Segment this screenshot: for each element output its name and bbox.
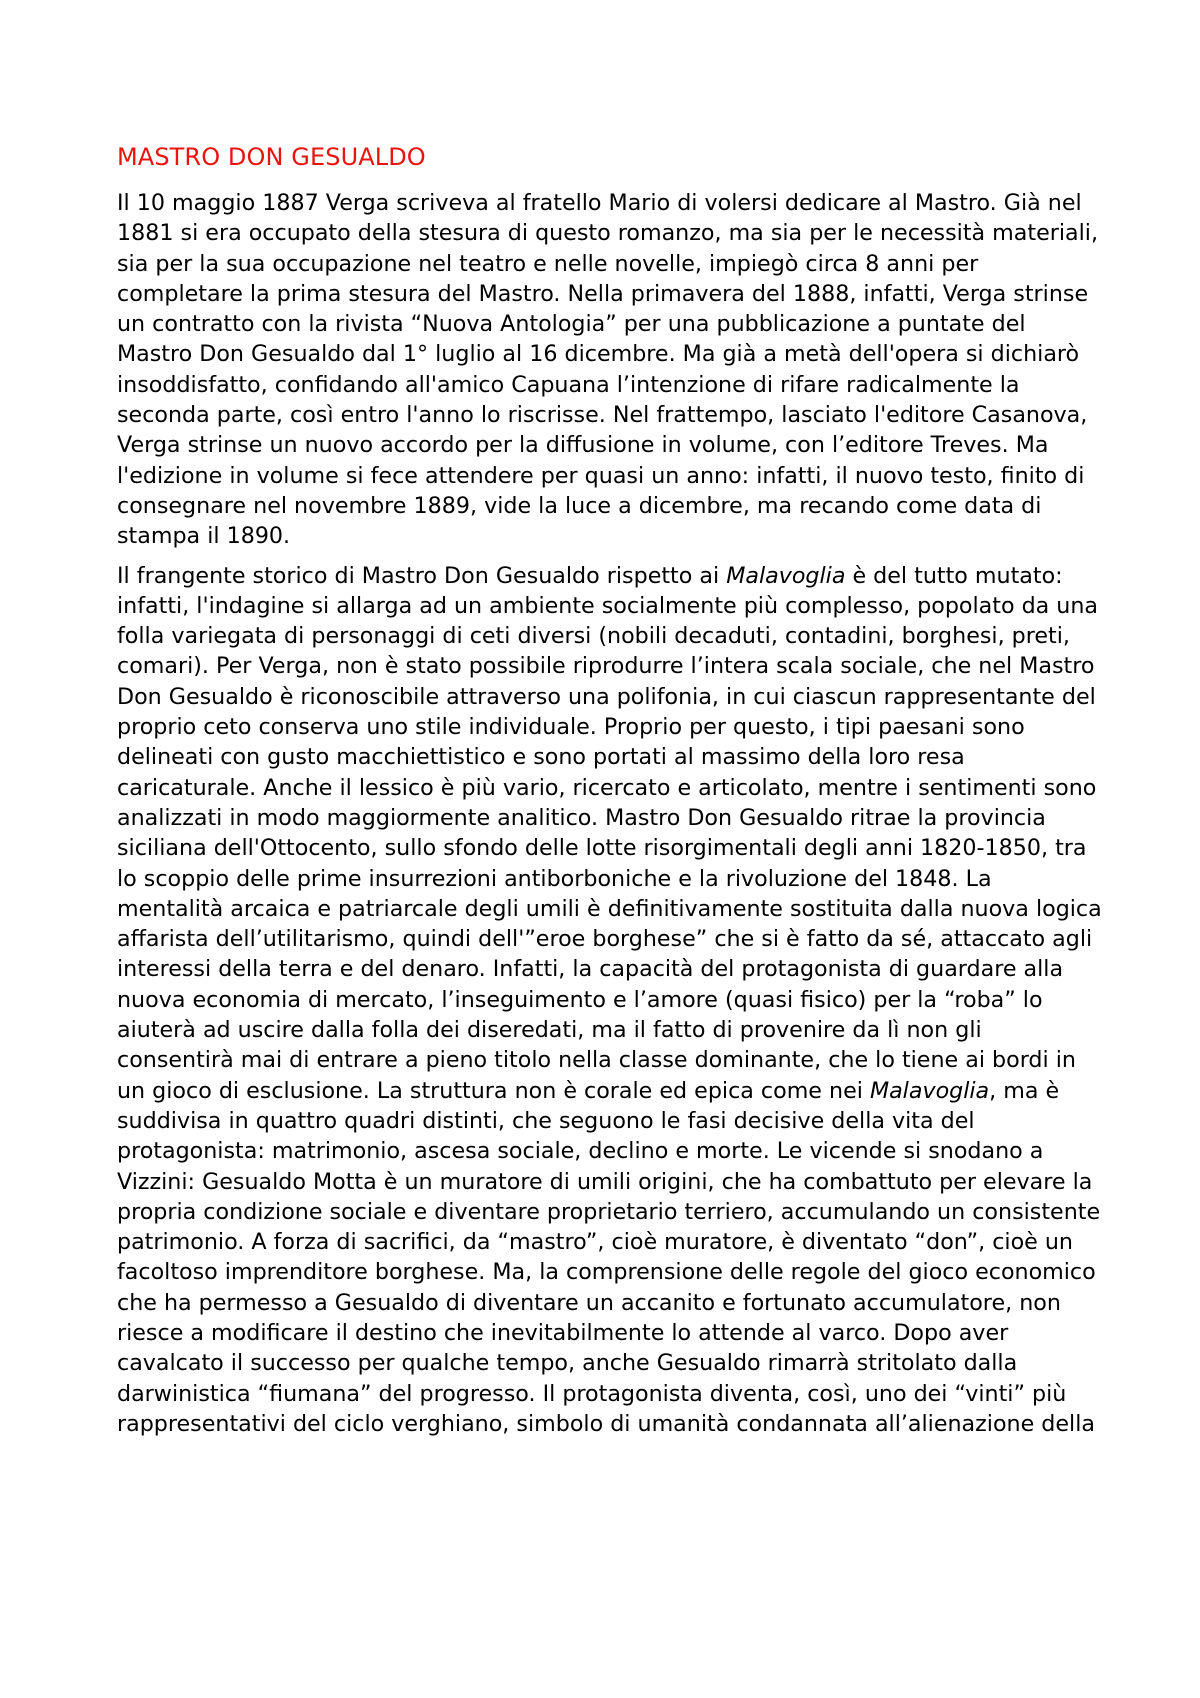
paragraph-1-text: Il 10 maggio 1887 Verga scriveva al fratello Mario di volersi dedicare al Mastro. Già nel 1881 si era occupato della stesura di questo romanzo, ma sia per le necessità materiali, sia per la sua occupazione nel teatro e nelle novelle, impiegò circa 8 anni per completare la prima stesura del Mastro. Nella primavera del 1888, infatti, Verga strinse un contratto con la rivista “Nuova Antologia” per una pubblicazione a puntate del Mastro Don Gesualdo dal 1° luglio al 16 dicembre. Ma già a metà dell'opera si dichiarò insoddisfatto, confidando all'amico Capuana l’intenzione di rifare radicalmente la seconda parte, così entro l'anno lo riscrisse. Nel frattempo, lasciato l'editore Casanova, Verga strinse un nuovo accordo per la diffusione in volume, con l’editore Treves. Ma l'edizione in volume si fece attendere per quasi un anno: infatti, il nuovo testo, finito di consegnare nel novembre 1889, vide la luce a dicembre, ma recando come data di stampa il 1890.: [117, 190, 1098, 550]
paragraph-2-text-a: Il frangente storico di Mastro Don Gesualdo rispetto ai: [117, 562, 727, 589]
italic-title-malavoglia: Malavoglia: [869, 1077, 990, 1104]
paragraph-1: [117, 188, 1102, 552]
paragraph-2-text-c: , ma è suddivisa in quattro quadri distinti, che seguono le fasi decisive della vita del protagonista: matrimonio, ascesa sociale, declino e morte. Le vicende si snodano a Vizzini: Gesualdo Motta è un muratore di umili origini, che ha combattuto per elevare la propria condizione sociale e diventare proprietario terriero, accumulando un consistente patrimonio. A forza di sacrifici, da “mastro”, cioè muratore, è diventato “don”, cioè un facoltoso imprenditore borghese. Ma, la comprensione delle regole del gioco economico che ha permesso a Gesualdo di diventare un accanito e fortunato accumulatore, non riesce a modificare il destino che inevitabilmente lo attende al varco. Dopo aver cavalcato il successo per qualche tempo, anche Gesualdo rimarrà stritolato dalla darwinistica “fiumana” del progresso. Il protagonista diventa, così, uno dei “vinti” più rappresentativi del ciclo verghiano, simbolo di umanità condannata all’alienazione della: [117, 1077, 1101, 1437]
paragraph-2-text-b: è del tutto mutato: infatti, l'indagine si allarga ad un ambiente socialmente più complesso, popolato da una folla variegata di personaggi di ceti diversi (nobili decaduti, contadini, borghesi, preti, comari). Per Verga, non è stato possibile riprodurre l’intera scala sociale, che nel Mastro Don Gesualdo è riconoscibile attraverso una polifonia, in cui ciascun rappresentante del proprio ceto conserva uno stile individuale. Proprio per questo, i tipi paesani sono delineati con gusto macchiettistico e sono portati al massimo della loro resa caricaturale. Anche il lessico è più vario, ricercato e articolato, mentre i sentimenti sono analizzati in modo maggiormente analitico. Mastro Don Gesualdo ritrae la provincia siciliana dell'Ottocento, sullo sfondo delle lotte risorgimentali degli anni 1820-1850, tra lo scoppio delle prime insurrezioni antiborboniche e la rivoluzione del 1848. La mentalità arcaica e patriarcale degli umili è definitivamente sostituita dalla nuova logica affarista dell’utilitarismo, quindi dell'”eroe borghese” che si è fatto da sé, attaccato agli interessi della terra e del denaro. Infatti, la capacità del protagonista di guardare alla nuova economia di mercato, l’inseguimento e l’amore (quasi fisico) per la “roba” lo aiuterà ad uscire dalla folla dei diseredati, ma il fatto di provenire da lì non gli consentirà mai di entrare a pieno titolo nella classe dominante, che lo tiene ai bordi in un gioco di esclusione. La struttura non è corale ed epica come nei: [117, 562, 1102, 1104]
document-title: MASTRO DON GESUALDO: [117, 143, 426, 171]
document-body: [117, 140, 1102, 1448]
paragraph-2: [117, 561, 1102, 1440]
italic-title-malavoglia: Malavoglia: [726, 562, 846, 589]
